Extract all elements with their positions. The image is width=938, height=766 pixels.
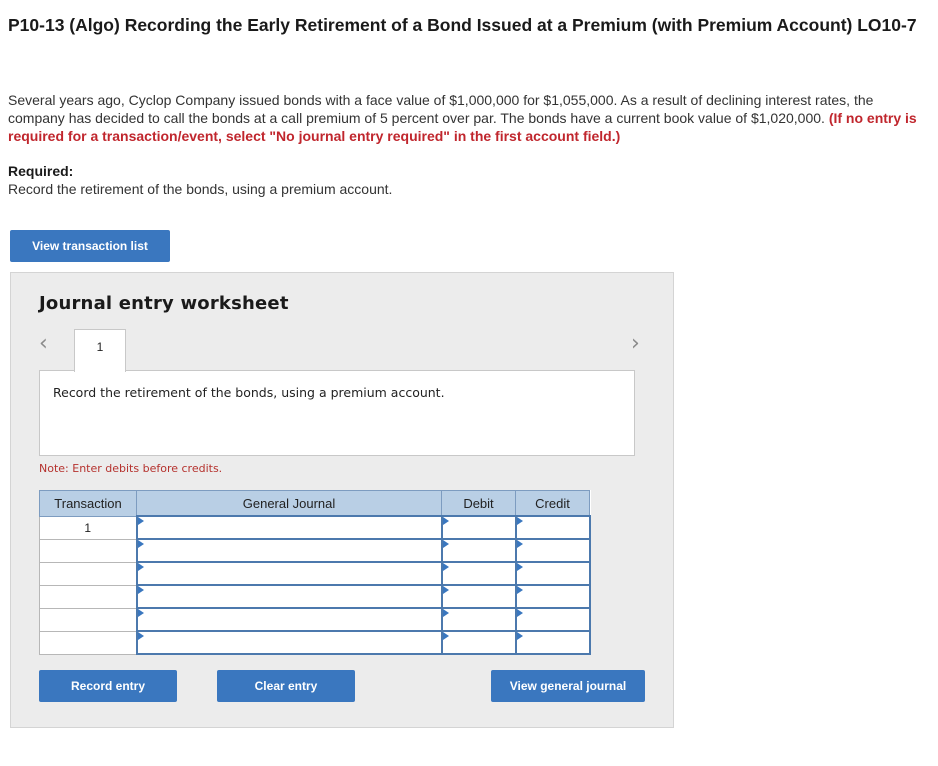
cell-marker-icon bbox=[138, 540, 144, 548]
cell-marker-icon bbox=[443, 563, 449, 571]
cell-marker-icon bbox=[517, 632, 523, 640]
transaction-cell bbox=[40, 539, 137, 562]
debit-field[interactable] bbox=[442, 562, 516, 585]
column-header-debit: Debit bbox=[442, 491, 516, 517]
credit-field[interactable] bbox=[516, 516, 590, 539]
record-entry-button[interactable]: Record entry bbox=[39, 670, 177, 702]
transaction-cell: 1 bbox=[40, 516, 137, 539]
credit-field[interactable] bbox=[516, 539, 590, 562]
cell-marker-icon bbox=[138, 609, 144, 617]
cell-marker-icon bbox=[517, 586, 523, 594]
transaction-cell bbox=[40, 562, 137, 585]
clear-entry-button[interactable]: Clear entry bbox=[217, 670, 355, 702]
credit-field[interactable] bbox=[516, 631, 590, 654]
general-journal-account-field[interactable] bbox=[137, 562, 442, 585]
cell-marker-icon bbox=[443, 540, 449, 548]
table-row bbox=[40, 562, 590, 585]
cell-marker-icon bbox=[138, 517, 144, 525]
table-row bbox=[40, 608, 590, 631]
credit-field[interactable] bbox=[516, 562, 590, 585]
chevron-right-icon[interactable]: › bbox=[631, 331, 640, 356]
column-header-credit: Credit bbox=[516, 491, 590, 517]
table-row bbox=[40, 585, 590, 608]
general-journal-account-field[interactable] bbox=[137, 539, 442, 562]
transaction-cell bbox=[40, 631, 137, 654]
cell-marker-icon bbox=[443, 586, 449, 594]
view-general-journal-button[interactable]: View general journal bbox=[491, 670, 645, 702]
worksheet-note: Note: Enter debits before credits. bbox=[39, 462, 223, 475]
tab-transaction-1[interactable]: 1 bbox=[74, 329, 126, 372]
cell-marker-icon bbox=[138, 586, 144, 594]
column-header-transaction: Transaction bbox=[40, 491, 137, 517]
cell-marker-icon bbox=[443, 632, 449, 640]
table-row bbox=[40, 539, 590, 562]
transaction-cell bbox=[40, 585, 137, 608]
cell-marker-icon bbox=[517, 517, 523, 525]
column-header-general-journal: General Journal bbox=[137, 491, 442, 517]
required-label: Required: bbox=[8, 163, 74, 179]
transaction-cell bbox=[40, 608, 137, 631]
cell-marker-icon bbox=[517, 609, 523, 617]
cell-marker-icon bbox=[138, 563, 144, 571]
table-row bbox=[40, 631, 590, 654]
worksheet-title: Journal entry worksheet bbox=[39, 293, 289, 314]
transaction-description-box bbox=[39, 370, 635, 456]
general-journal-account-field[interactable] bbox=[137, 516, 442, 539]
transaction-description: Record the retirement of the bonds, using a premium account. bbox=[53, 385, 445, 400]
debit-field[interactable] bbox=[442, 608, 516, 631]
table-header-row bbox=[40, 491, 590, 517]
general-journal-account-field[interactable] bbox=[137, 585, 442, 608]
cell-marker-icon bbox=[443, 517, 449, 525]
cell-marker-icon bbox=[443, 609, 449, 617]
problem-description: Several years ago, Cyclop Company issued bonds with a face value of $1,000,000 for $1,055,000. As a result of declining interest rates, the company has decided to call the bonds at a call premium of 5 percent over par. The bonds have a current book value of $1,020,000. bbox=[8, 92, 874, 126]
journal-table bbox=[39, 490, 591, 655]
credit-field[interactable] bbox=[516, 608, 590, 631]
general-journal-account-field[interactable] bbox=[137, 631, 442, 654]
cell-marker-icon bbox=[517, 540, 523, 548]
debit-field[interactable] bbox=[442, 516, 516, 539]
general-journal-account-field[interactable] bbox=[137, 608, 442, 631]
credit-field[interactable] bbox=[516, 585, 590, 608]
debit-field[interactable] bbox=[442, 631, 516, 654]
problem-title: P10-13 (Algo) Recording the Early Retirement of a Bond Issued at a Premium (with Premium Account) LO10-7 bbox=[8, 15, 917, 35]
table-row bbox=[40, 516, 590, 539]
chevron-left-icon[interactable]: ‹ bbox=[39, 331, 48, 356]
required-text: Record the retirement of the bonds, using a premium account. bbox=[8, 181, 393, 197]
problem-text bbox=[8, 91, 923, 145]
view-transaction-list-button[interactable]: View transaction list bbox=[10, 230, 170, 262]
debit-field[interactable] bbox=[442, 585, 516, 608]
cell-marker-icon bbox=[138, 632, 144, 640]
cell-marker-icon bbox=[517, 563, 523, 571]
problem-instruction: (If no entry is required for a transaction/event, select "No journal entry required" in the first account field.) bbox=[8, 110, 917, 144]
debit-field[interactable] bbox=[442, 539, 516, 562]
journal-entry-worksheet bbox=[10, 272, 674, 728]
